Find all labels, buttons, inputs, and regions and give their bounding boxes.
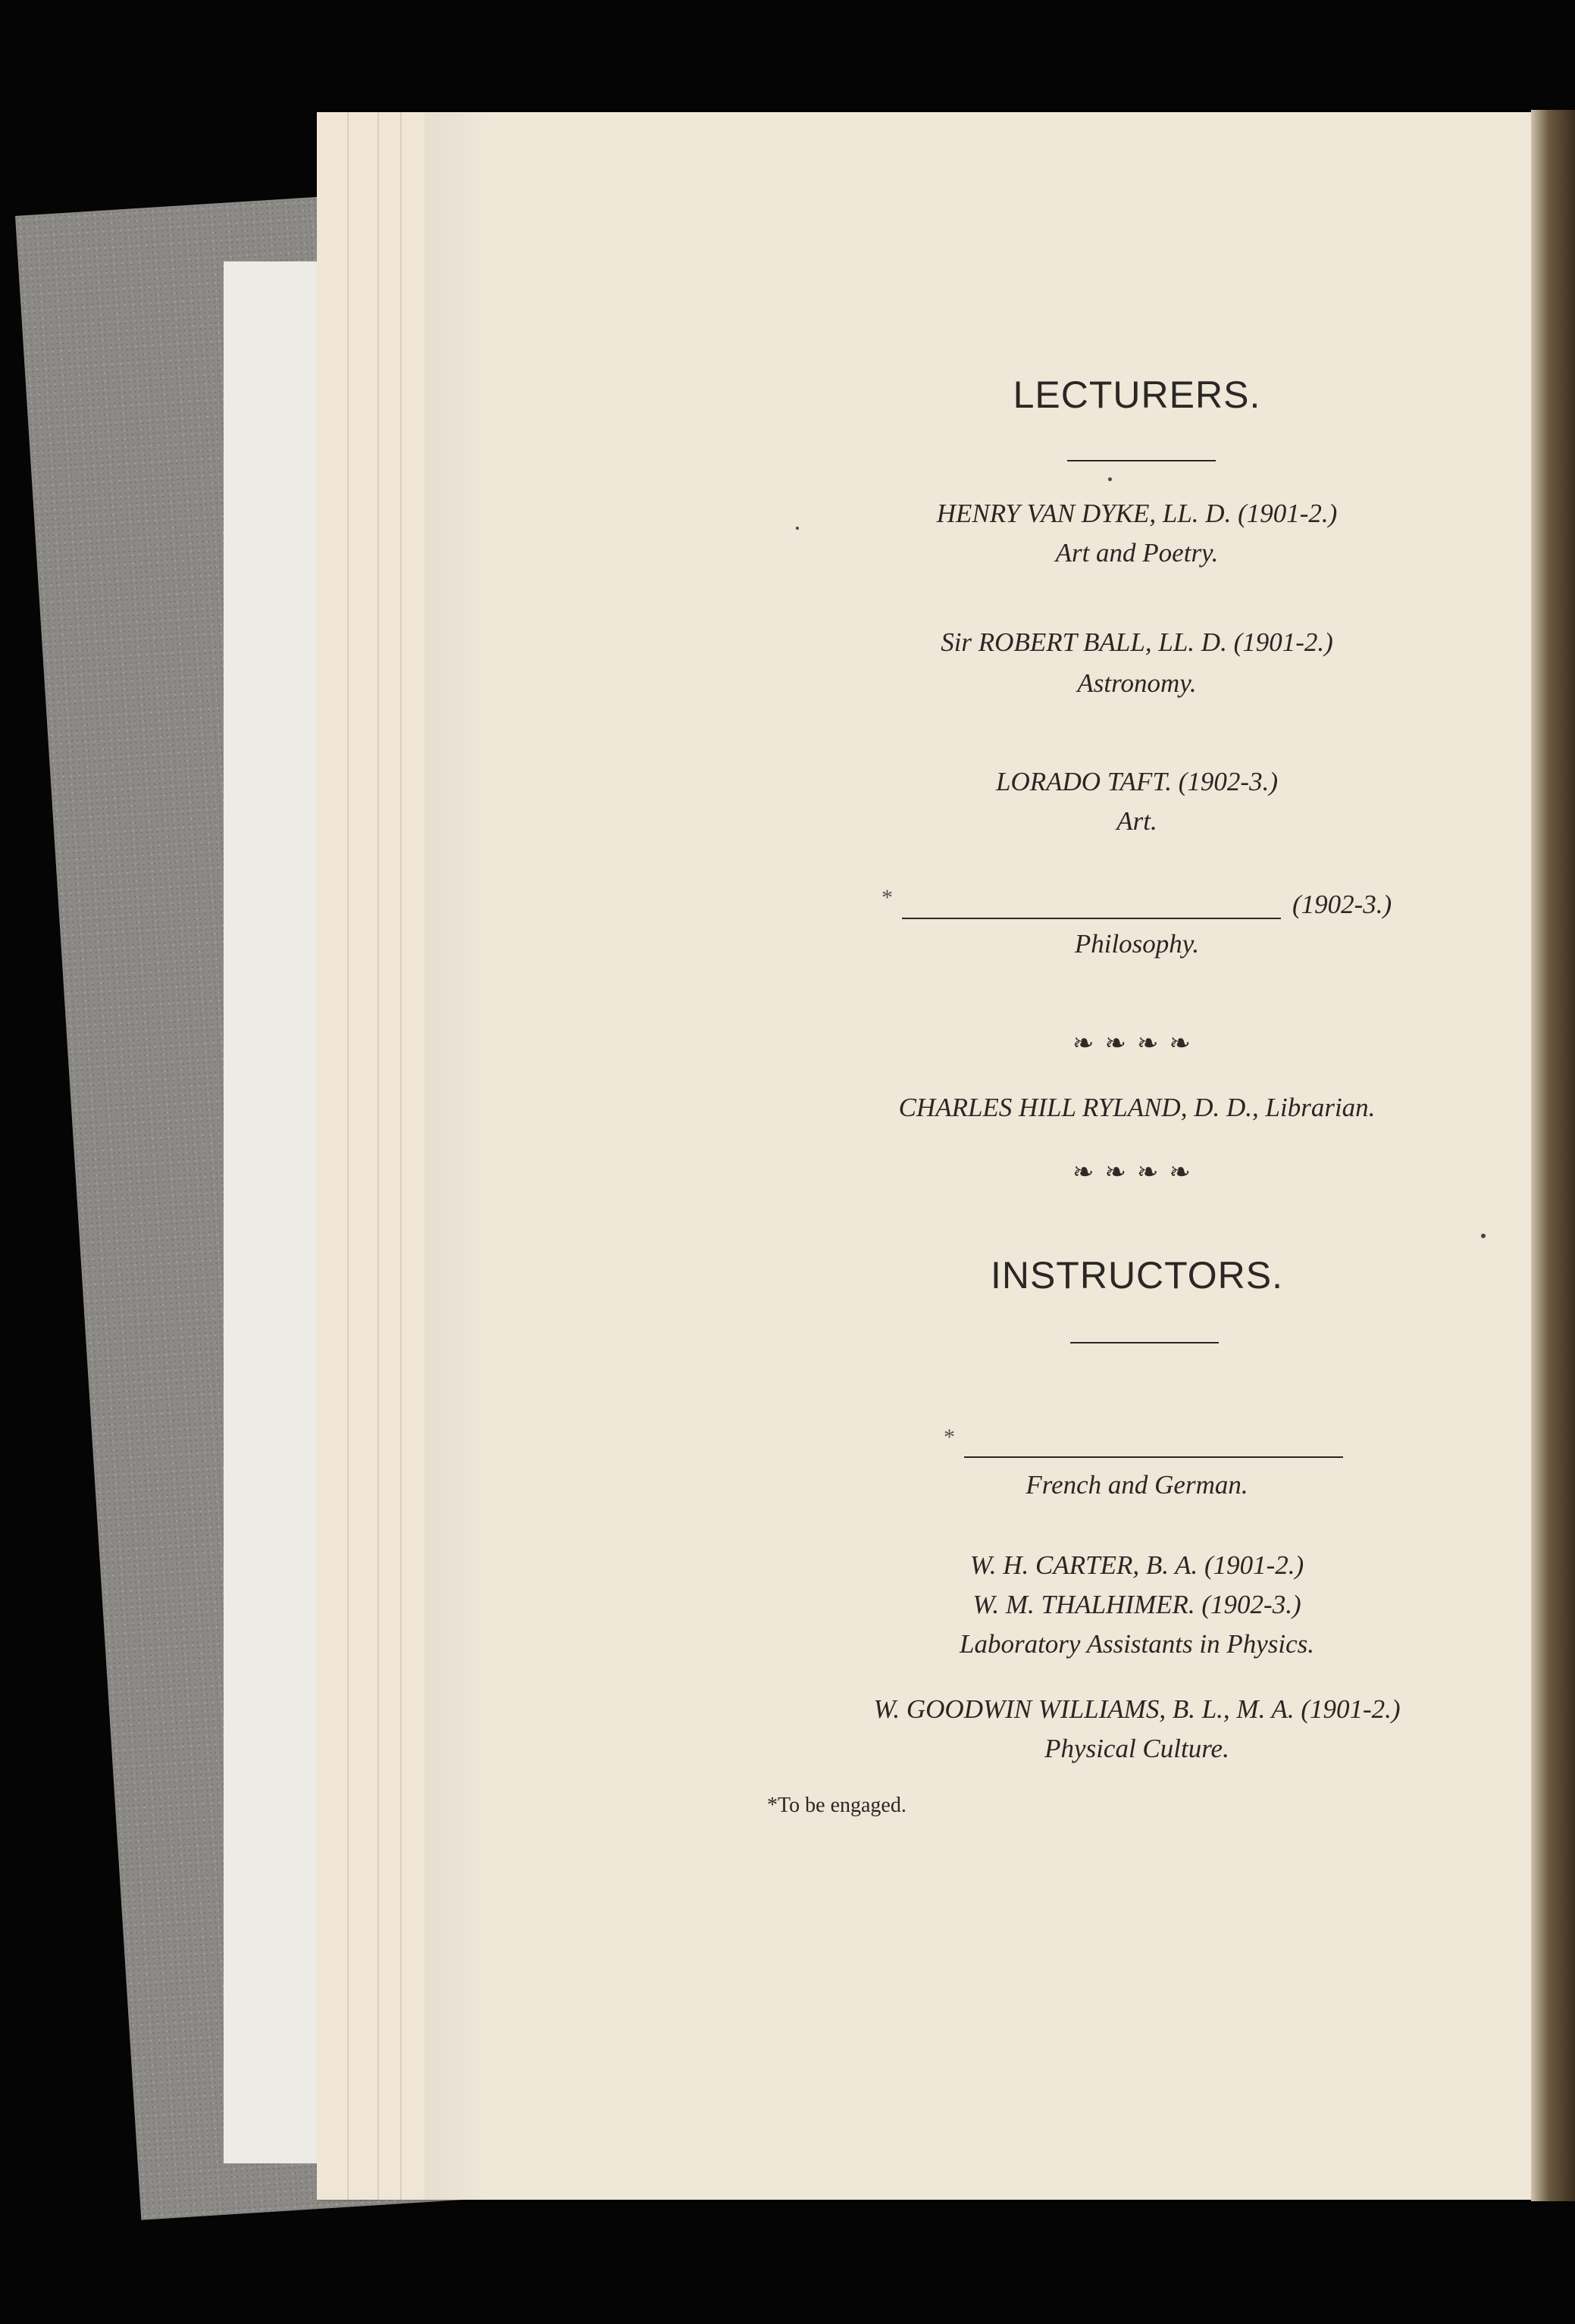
lecturer-years-4: (1902-3.) bbox=[1292, 890, 1392, 919]
librarian-line: CHARLES HILL RYLAND, D. D., Librarian. bbox=[898, 1093, 1376, 1122]
heading-rule bbox=[1067, 460, 1216, 461]
paper-speck bbox=[796, 527, 799, 530]
lecturer-name-3: LORADO TAFT. (1902-3.) bbox=[995, 767, 1278, 796]
lecturer-subject-2: Astronomy. bbox=[1077, 668, 1197, 698]
instructor-name-3: W. GOODWIN WILLIAMS, B. L., M. A. (1901-2.) bbox=[873, 1694, 1401, 1724]
lecturer-name-2: Sir ROBERT BALL, LL. D. (1901-2.) bbox=[941, 627, 1333, 657]
blank-name-line bbox=[902, 918, 1281, 919]
page-content bbox=[758, 0, 1516, 2324]
lecturer-subject-3: Art. bbox=[1116, 806, 1157, 836]
paper-speck bbox=[1108, 477, 1112, 481]
lecturers-heading: LECTURERS. bbox=[1013, 374, 1261, 416]
fleuron-ornament: ❧❧❧❧ bbox=[1072, 1030, 1201, 1058]
lecturer-subject-1: Art and Poetry. bbox=[1055, 538, 1219, 568]
instructor-subject-1: French and German. bbox=[1025, 1470, 1248, 1500]
instructor-line-2: W. M. THALHIMER. (1902-3.) bbox=[972, 1590, 1301, 1619]
instructor-subject-3: Physical Culture. bbox=[1044, 1734, 1229, 1763]
instructor-subject-2: Laboratory Assistants in Physics. bbox=[959, 1629, 1314, 1659]
heading-rule bbox=[1070, 1342, 1219, 1343]
fleuron-ornament: ❧❧❧❧ bbox=[1072, 1159, 1201, 1187]
binding-edge bbox=[1531, 110, 1575, 2201]
paper-speck bbox=[1481, 1234, 1486, 1238]
footnote-asterisk: * bbox=[944, 1425, 955, 1450]
instructors-heading: INSTRUCTORS. bbox=[990, 1254, 1284, 1296]
lecturer-name-1: HENRY VAN DYKE, LL. D. (1901-2.) bbox=[936, 499, 1338, 528]
lecturer-subject-4: Philosophy. bbox=[1074, 929, 1200, 959]
footnote: *To be engaged. bbox=[767, 1794, 906, 1817]
blank-name-line bbox=[964, 1456, 1343, 1458]
instructor-line-1: W. H. CARTER, B. A. (1901-2.) bbox=[969, 1550, 1304, 1580]
footnote-asterisk: * bbox=[881, 885, 893, 910]
